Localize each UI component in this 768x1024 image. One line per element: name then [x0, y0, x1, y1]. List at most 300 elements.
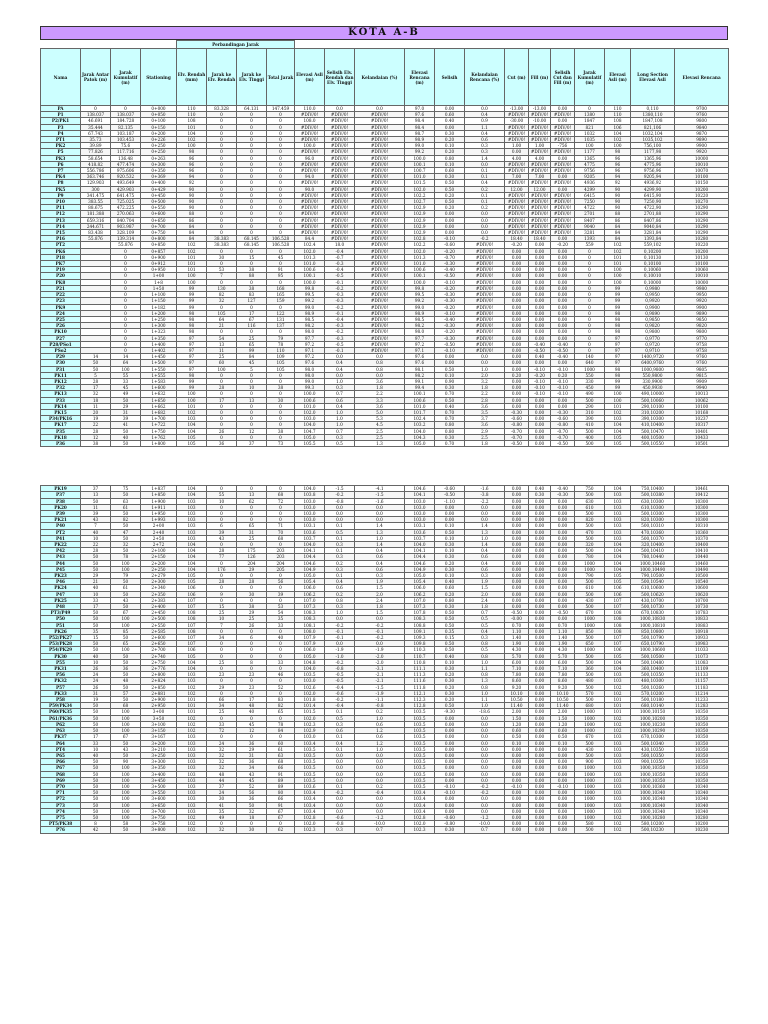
- table-cell: 10100: [675, 174, 729, 180]
- row-name-cell: P71: [41, 790, 81, 796]
- table-cell: 0.8: [465, 684, 505, 690]
- table-cell: 0: [575, 298, 605, 304]
- table-cell: 25: [207, 354, 237, 360]
- table-cell: 500: [575, 635, 605, 641]
- table-cell: 107.0: [295, 597, 325, 603]
- table-cell: 31: [237, 529, 267, 535]
- table-cell: 0.60: [435, 585, 465, 591]
- table-cell: 0.0: [325, 759, 355, 765]
- table-cell: 0.8: [355, 366, 405, 372]
- table-cell: -0.2: [325, 329, 355, 335]
- table-cell: #DIV/0!: [465, 323, 505, 329]
- table-cell: -0.20: [505, 242, 529, 248]
- table-cell: 0.00: [435, 106, 465, 112]
- table-cell: 659.316: [81, 217, 111, 223]
- table-cell: 50: [111, 684, 141, 690]
- table-cell: -13.00: [529, 106, 551, 112]
- table-cell: 78: [267, 721, 295, 727]
- table-cell: #DIV/0!: [355, 149, 405, 155]
- table-cell: 0.4: [325, 579, 355, 585]
- table-cell: #DIV/0!: [355, 186, 405, 192]
- table-cell: 9205,94: [631, 174, 675, 180]
- table-cell: 1.4: [465, 542, 505, 548]
- table-cell: 1000: [575, 802, 605, 808]
- table-cell: 7: [207, 622, 237, 628]
- row-name-cell: PK18: [41, 434, 81, 440]
- table-cell: 24: [207, 790, 237, 796]
- table-cell: 0.0: [325, 517, 355, 523]
- table-cell: 0: [237, 304, 267, 310]
- table-cell: 0.00: [529, 740, 551, 746]
- table-cell: #DIV/0!: [295, 137, 325, 143]
- table-cell: 101: [605, 709, 631, 715]
- table-cell: 103.5: [405, 759, 435, 765]
- table-cell: -0.8: [355, 703, 405, 709]
- table-cell: 0.40: [435, 118, 465, 124]
- table-cell: 0.00: [529, 573, 551, 579]
- table-cell: 0.0: [465, 211, 505, 217]
- table-cell: 103: [177, 734, 207, 740]
- table-cell: -0.30: [435, 323, 465, 329]
- table-cell: 0.00: [505, 746, 529, 752]
- table-cell: 1000,10350: [631, 771, 675, 777]
- table-cell: 10: [237, 385, 267, 391]
- table-cell: 10317: [675, 422, 729, 428]
- table-cell: 50: [111, 523, 141, 529]
- table-cell: -0.40: [435, 316, 465, 322]
- table-cell: 0: [237, 542, 267, 548]
- table-cell: 54: [267, 610, 295, 616]
- table-cell: 550,9800: [631, 372, 675, 378]
- table-cell: 108: [177, 610, 207, 616]
- table-cell: 0: [207, 199, 237, 205]
- table-cell: 105: [605, 653, 631, 659]
- table-cell: 39: [207, 529, 237, 535]
- table-cell: 0.20: [435, 697, 465, 703]
- table-cell: 105.5: [295, 440, 325, 446]
- table-cell: 110.0: [295, 106, 325, 112]
- table-cell: 176: [207, 566, 237, 572]
- table-cell: 100.6: [295, 267, 325, 273]
- table-cell: -0.3: [325, 335, 355, 341]
- table-cell: 0.00: [529, 422, 551, 428]
- row-name-cell: P13: [41, 217, 81, 223]
- table-cell: 10237: [675, 416, 729, 422]
- table-cell: 90: [111, 759, 141, 765]
- table-cell: 12: [81, 434, 111, 440]
- table-cell: -0.3: [325, 261, 355, 267]
- table-cell: 1.5: [355, 585, 405, 591]
- col-header: Jarak ke Elv. Tinggi: [237, 49, 267, 106]
- table-cell: 19: [81, 416, 111, 422]
- table-cell: 10700: [675, 597, 729, 603]
- table-cell: 2+279: [141, 573, 177, 579]
- table-cell: 0: [237, 378, 267, 384]
- table-cell: 0.00: [529, 808, 551, 814]
- table-cell: 50: [81, 777, 111, 783]
- table-cell: #DIV/0!: [551, 205, 575, 211]
- table-cell: 0,9900: [631, 304, 675, 310]
- table-cell: 104: [177, 492, 207, 498]
- table-cell: 0.50: [435, 641, 465, 647]
- table-cell: 107: [605, 635, 631, 641]
- table-cell: 0.3: [465, 143, 505, 149]
- table-cell: 10150: [675, 180, 729, 186]
- table-cell: 17: [207, 397, 237, 403]
- table-cell: 0.00: [505, 542, 529, 548]
- table-cell: 103: [605, 771, 631, 777]
- table-cell: 0.00: [435, 230, 465, 236]
- table-cell: 100.0: [295, 391, 325, 397]
- table-cell: 0.00: [529, 690, 551, 696]
- row-name-cell: PK15: [41, 409, 81, 415]
- table-cell: #DIV/0!: [325, 112, 355, 118]
- table-cell: 7250,90: [631, 199, 675, 205]
- table-cell: 1+950: [141, 510, 177, 516]
- table-cell: 0.4: [465, 112, 505, 118]
- table-cell: 0.0: [325, 765, 355, 771]
- table-cell: 0.00: [551, 285, 575, 291]
- table-cell: 23: [237, 684, 267, 690]
- table-cell: -0.30: [435, 261, 465, 267]
- table-cell: 12.00: [505, 186, 529, 192]
- table-cell: #DIV/0!: [529, 130, 551, 136]
- table-cell: 99: [177, 304, 207, 310]
- table-cell: #DIV/0!: [355, 273, 405, 279]
- table-cell: 97.7: [405, 335, 435, 341]
- table-cell: -0.40: [551, 341, 575, 347]
- table-cell: 244.671: [81, 223, 111, 229]
- table-cell: 9800: [675, 329, 729, 335]
- table-cell: 500: [575, 523, 605, 529]
- table-cell: 102.9: [295, 728, 325, 734]
- table-cell: 1+500: [141, 360, 177, 366]
- table-cell: 99.5: [295, 292, 325, 298]
- table-cell: 103.2: [405, 422, 435, 428]
- table-cell: 0.50: [435, 366, 465, 372]
- table-cell: 1.5: [465, 585, 505, 591]
- table-cell: 0: [207, 678, 237, 684]
- row-name-cell: P67: [41, 765, 81, 771]
- table-cell: 0: [207, 143, 237, 149]
- table-cell: 10350: [675, 746, 729, 752]
- table-cell: 103: [605, 808, 631, 814]
- table-cell: 500,10310: [631, 523, 675, 529]
- table-cell: 25: [207, 659, 237, 665]
- table-cell: 56: [237, 790, 267, 796]
- table-cell: 0.00: [529, 579, 551, 585]
- table-cell: 103: [605, 672, 631, 678]
- table-cell: 67: [237, 316, 267, 322]
- table-cell: 50: [81, 647, 111, 653]
- table-cell: 100: [207, 366, 237, 372]
- table-cell: 10600: [675, 585, 729, 591]
- table-cell: 137: [267, 323, 295, 329]
- table-cell: 40: [237, 709, 267, 715]
- table-cell: 4.5: [355, 422, 405, 428]
- table-cell: 50: [81, 709, 111, 715]
- table-cell: 0.00: [529, 827, 551, 833]
- table-cell: #DIV/0!: [551, 137, 575, 143]
- table-cell: 103.0: [405, 517, 435, 523]
- table-cell: 500,10410: [631, 548, 675, 554]
- table-cell: 97: [177, 360, 207, 366]
- table-cell: 97.6: [295, 360, 325, 366]
- table-cell: 0: [207, 304, 237, 310]
- table-cell: 4722,90: [631, 205, 675, 211]
- table-cell: 46.691: [81, 118, 111, 124]
- table-cell: #DIV/0!: [355, 118, 405, 124]
- table-cell: 570,10200: [631, 690, 675, 696]
- table-cell: 100: [605, 397, 631, 403]
- table-cell: 101: [605, 403, 631, 409]
- table-cell: 3+450: [141, 777, 177, 783]
- table-cell: 106: [605, 647, 631, 653]
- table-cell: 0.0: [355, 765, 405, 771]
- table-cell: 62: [267, 827, 295, 833]
- table-cell: #DIV/0!: [325, 130, 355, 136]
- table-cell: 103.0: [295, 734, 325, 740]
- row-name-cell: PK12: [41, 378, 81, 384]
- table-cell: 107: [177, 597, 207, 603]
- table-cell: 39.89: [81, 143, 111, 149]
- table-cell: 1.8: [355, 385, 405, 391]
- table-cell: 45: [267, 254, 295, 260]
- table-cell: 96: [177, 168, 207, 174]
- table-cell: 0.50: [551, 734, 575, 740]
- table-cell: 3+550: [141, 790, 177, 796]
- table-cell: 104: [605, 554, 631, 560]
- table-cell: 0.00: [529, 635, 551, 641]
- table-cell: 0.0: [465, 504, 505, 510]
- table-cell: #DIV/0!: [325, 205, 355, 211]
- table-cell: 0.15: [435, 635, 465, 641]
- table-cell: 320,10400: [631, 542, 675, 548]
- table-cell: 2+824: [141, 678, 177, 684]
- table-cell: 500,10790: [631, 635, 675, 641]
- table-cell: 2+400: [141, 604, 177, 610]
- table-cell: 1393,84: [631, 236, 675, 242]
- table-cell: 0: [237, 130, 267, 136]
- table-cell: 9920: [675, 149, 729, 155]
- row-name-cell: P66: [41, 759, 81, 765]
- row-name-cell: P11: [41, 205, 81, 211]
- table-cell: 0.00: [551, 771, 575, 777]
- table-cell: 50: [81, 721, 111, 727]
- table-cell: 139.314: [111, 236, 141, 242]
- table-cell: 0.00: [505, 802, 529, 808]
- row-name-cell: PK14: [41, 403, 81, 409]
- table-cell: 0.3: [355, 573, 405, 579]
- table-cell: 0.00: [551, 267, 575, 273]
- table-cell: 50: [81, 808, 111, 814]
- table-cell: #DIV/0!: [465, 261, 505, 267]
- table-cell: 100.0: [295, 279, 325, 285]
- table-cell: 0: [267, 112, 295, 118]
- table-cell: 106: [177, 647, 207, 653]
- table-cell: 472.225: [111, 205, 141, 211]
- table-cell: 100: [111, 802, 141, 808]
- table-cell: 80: [267, 790, 295, 796]
- table-cell: 0.10: [435, 161, 465, 167]
- table-cell: 104: [177, 542, 207, 548]
- table-cell: 0.0: [355, 504, 405, 510]
- table-cell: 68: [111, 703, 141, 709]
- table-cell: 116: [237, 323, 267, 329]
- table-cell: 0.0: [355, 510, 405, 516]
- table-cell: #DIV/0!: [325, 186, 355, 192]
- table-cell: #DIV/0!: [325, 118, 355, 124]
- table-cell: -0.50: [505, 440, 529, 446]
- table-cell: 10220: [675, 192, 729, 198]
- table-cell: 0.00: [529, 440, 551, 446]
- table-cell: 0.50: [435, 186, 465, 192]
- table-cell: 32: [207, 298, 237, 304]
- table-cell: 0.00: [551, 397, 575, 403]
- table-cell: 0.00: [529, 796, 551, 802]
- table-cell: -0.10: [529, 385, 551, 391]
- table-cell: 10: [207, 616, 237, 622]
- row-name-cell: P14: [41, 223, 81, 229]
- table-cell: 100: [111, 771, 141, 777]
- table-cell: 100: [111, 777, 141, 783]
- table-cell: 0.0: [465, 802, 505, 808]
- table-cell: 0.1: [325, 523, 355, 529]
- table-cell: 30: [207, 796, 237, 802]
- table-cell: 102.9: [405, 217, 435, 223]
- row-name-cell: P9: [41, 192, 81, 198]
- table-cell: 10100: [675, 261, 729, 267]
- table-cell: 477.474: [111, 161, 141, 167]
- table-cell: 99.5: [405, 292, 435, 298]
- table-cell: 0,10200: [631, 248, 675, 254]
- table-cell: 100: [605, 279, 631, 285]
- table-cell: 0: [207, 192, 237, 198]
- table-cell: 10350: [675, 728, 729, 734]
- table-cell: 102.6: [295, 684, 325, 690]
- table-cell: 40: [267, 635, 295, 641]
- table-cell: 1000,9800: [631, 366, 675, 372]
- table-cell: #DIV/0!: [465, 341, 505, 347]
- table-cell: 7: [207, 273, 237, 279]
- table-cell: 1+583: [141, 378, 177, 384]
- table-cell: 99: [605, 292, 631, 298]
- table-cell: 2.5: [355, 428, 405, 434]
- table-cell: 0: [267, 641, 295, 647]
- table-cell: -1.6: [465, 486, 505, 492]
- table-cell: 0.00: [529, 261, 551, 267]
- table-cell: 0.00: [435, 734, 465, 740]
- table-cell: 0.00: [529, 510, 551, 516]
- table-cell: #DIV/0!: [465, 329, 505, 335]
- table-cell: 0.1: [325, 734, 355, 740]
- table-cell: 31: [111, 409, 141, 415]
- table-cell: 500: [575, 659, 605, 665]
- table-cell: 50: [111, 653, 141, 659]
- table-cell: 61: [111, 585, 141, 591]
- table-cell: 328.109: [111, 230, 141, 236]
- table-cell: 0+200: [141, 130, 177, 136]
- table-cell: 500: [575, 579, 605, 585]
- table-cell: 50: [81, 366, 111, 372]
- table-cell: 67.743: [81, 130, 111, 136]
- table-cell: 103.4: [295, 796, 325, 802]
- table-cell: 0.9: [465, 118, 505, 124]
- table-cell: 29: [111, 403, 141, 409]
- table-cell: 0.00: [551, 777, 575, 783]
- table-cell: 390: [575, 416, 605, 422]
- table-cell: 0.00: [505, 366, 529, 372]
- table-cell: 0.00: [435, 740, 465, 746]
- table-cell: 0: [267, 137, 295, 143]
- table-cell: 23: [237, 672, 267, 678]
- table-cell: 0: [575, 254, 605, 260]
- table-cell: 10350: [675, 765, 729, 771]
- table-cell: #DIV/0!: [355, 161, 405, 167]
- table-cell: 0,9710: [631, 347, 675, 353]
- table-cell: 103.453: [111, 137, 141, 143]
- table-cell: 1+993: [141, 517, 177, 523]
- table-cell: 0: [207, 230, 237, 236]
- table-cell: 0.00: [505, 504, 529, 510]
- table-cell: 0: [237, 329, 267, 335]
- table-cell: 0.0: [325, 641, 355, 647]
- table-cell: #DIV/0!: [529, 205, 551, 211]
- table-cell: 490,10000: [631, 391, 675, 397]
- table-cell: 0,9770: [631, 335, 675, 341]
- table-cell: 101: [177, 267, 207, 273]
- table-cell: 0.60: [505, 728, 529, 734]
- table-cell: 0,9820: [631, 323, 675, 329]
- table-cell: 103: [605, 492, 631, 498]
- table-cell: 102: [605, 827, 631, 833]
- table-cell: #DIV/0!: [295, 112, 325, 118]
- table-cell: 107.3: [295, 604, 325, 610]
- table-cell: 0: [267, 192, 295, 198]
- table-cell: 0: [237, 217, 267, 223]
- table-cell: 0.00: [551, 752, 575, 758]
- table-cell: 0.30: [435, 690, 465, 696]
- table-cell: 0: [237, 192, 267, 198]
- table-cell: 104: [605, 130, 631, 136]
- table-cell: 98: [177, 323, 207, 329]
- table-cell: 98.0: [405, 329, 435, 335]
- table-cell: 98.0: [295, 372, 325, 378]
- table-cell: 0,10010: [631, 273, 675, 279]
- table-cell: 111.8: [405, 684, 435, 690]
- table-cell: 1+555: [141, 372, 177, 378]
- table-cell: 10833: [675, 616, 729, 622]
- table-cell: 0: [237, 112, 267, 118]
- table-cell: 104: [605, 548, 631, 554]
- table-cell: -3.1: [355, 666, 405, 672]
- table-cell: 0: [267, 199, 295, 205]
- row-name-cell: PA: [41, 106, 81, 112]
- table-cell: 99.2: [405, 298, 435, 304]
- table-cell: 45: [237, 721, 267, 727]
- table-cell: 0.00: [435, 765, 465, 771]
- table-cell: 2701: [575, 211, 605, 217]
- table-cell: 103.0: [405, 510, 435, 516]
- table-cell: 0.3: [325, 604, 355, 610]
- table-cell: 0.00: [529, 310, 551, 316]
- table-cell: 102.0: [405, 186, 435, 192]
- table-cell: 10062: [675, 397, 729, 403]
- table-cell: 1+402: [141, 347, 177, 353]
- table-cell: 112.8: [405, 703, 435, 709]
- table-cell: 103: [605, 678, 631, 684]
- table-cell: 670: [575, 734, 605, 740]
